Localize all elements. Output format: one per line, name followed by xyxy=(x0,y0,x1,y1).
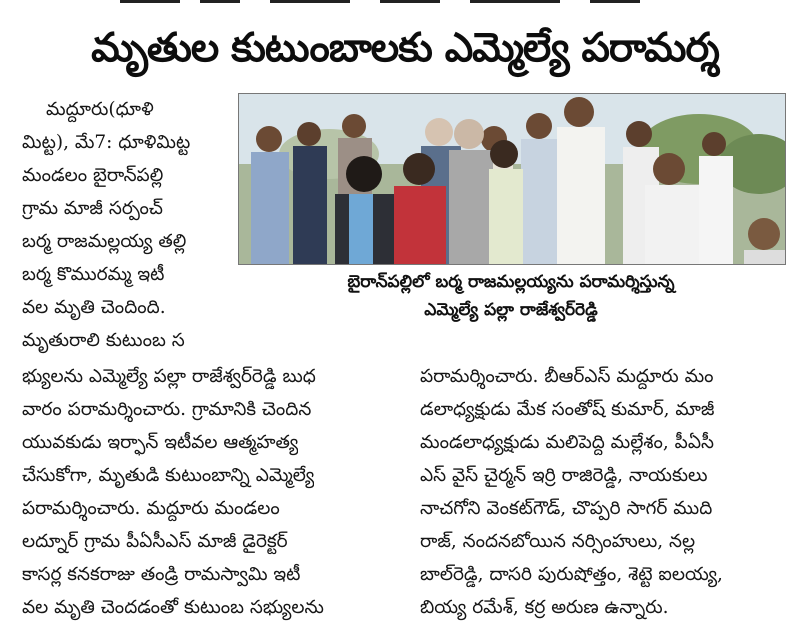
article-line: బర్మ కొమురమ్మ ఇటీ xyxy=(22,264,165,285)
article-line: వల మృతి చెందడంతో కుటుంబ సభ్యులను xyxy=(22,597,324,618)
article-line: లద్నూర్ గ్రామ పీఏసీఎస్ మాజీ డైరెక్టర్ xyxy=(22,531,288,552)
article-line: వారం పరామర్శించారు. గ్రామానికి చెందిన xyxy=(22,399,312,420)
article-line: పరామర్శించారు. మద్దూరు మండలం xyxy=(22,498,280,519)
caption-line-1: బైరాన్‌పల్లిలో బర్మ రాజమల్లయ్యను పరామర్శిస్తున్న xyxy=(347,272,675,292)
headline: మృతుల కుటుంబాలకు ఎమ్మెల్యే పరామర్శ xyxy=(91,25,719,71)
article-line: బాల్‌రెడ్డి, దాసరి పురుషోత్తం, శెట్టె ఐలయ్య, xyxy=(420,564,723,585)
photo-group-of-people xyxy=(239,94,785,264)
article-column-1 xyxy=(22,95,232,385)
article-line: గ్రామ మాజీ సర్పంచ్ xyxy=(22,198,163,219)
article-line: మండలం బైరాన్‌పల్లి xyxy=(22,165,164,186)
article-line: డలాధ్యక్షుడు మేక సంతోష్ కుమార్, మాజీ xyxy=(420,399,715,420)
article-line: వల మృతి చెందింది. xyxy=(22,297,166,318)
article-line: మిట్ట), మే7: ధూళిమిట్ట xyxy=(22,132,191,153)
article-line: భ్యులను ఎమ్మెల్యే పల్లా రాజేశ్వర్‌రెడ్డి బుధ xyxy=(22,366,316,387)
article-line: బర్మ రాజమల్లయ్య తల్లి xyxy=(22,231,187,252)
article-line: రాజ్, నందనబోయిన నర్సింహులు, నల్ల xyxy=(420,531,696,552)
article-column-3 xyxy=(420,362,792,622)
article-line: ఎస్ వైస్ చైర్మన్ ఇర్రి రాజిరెడ్డి, నాయకులు xyxy=(420,465,708,486)
article-line: బియ్య రమేశ్, కర్ర అరుణ ఉన్నారు. xyxy=(420,597,669,618)
article-line: పరామర్శించారు. బీఆర్ఎస్ మద్దూరు మం xyxy=(420,366,714,387)
caption-line-2: ఎమ్మెల్యే పల్లా రాజేశ్వర్‌రెడ్డి xyxy=(424,300,598,320)
article-line: మండలాధ్యక్షుడు మలిపెద్ది మల్లేశం, పీఏసీ xyxy=(420,432,714,453)
clipped-previous-line xyxy=(0,0,800,10)
article-line: కాసర్ల కనకరాజు తండ్రి రామస్వామి ఇటీ xyxy=(22,564,301,585)
photo-caption xyxy=(238,268,784,324)
article-line: యువకుడు ఇర్ఫాన్ ఇటీవల ఆత్మహత్య xyxy=(22,432,299,453)
article-line: నాచగోని వెంకట్‌గౌడ్, చొప్పరి సాగర్ ముది xyxy=(420,498,713,519)
article-column-2 xyxy=(22,362,407,622)
article-line: చేసుకోగా, మృతుడి కుటుంబాన్ని ఎమ్మెల్యే xyxy=(22,465,315,486)
news-photo xyxy=(238,93,786,265)
article-line: మద్దూరు(ధూళి xyxy=(46,99,154,120)
article-line: మృతురాలి కుటుంబ స xyxy=(22,330,185,351)
